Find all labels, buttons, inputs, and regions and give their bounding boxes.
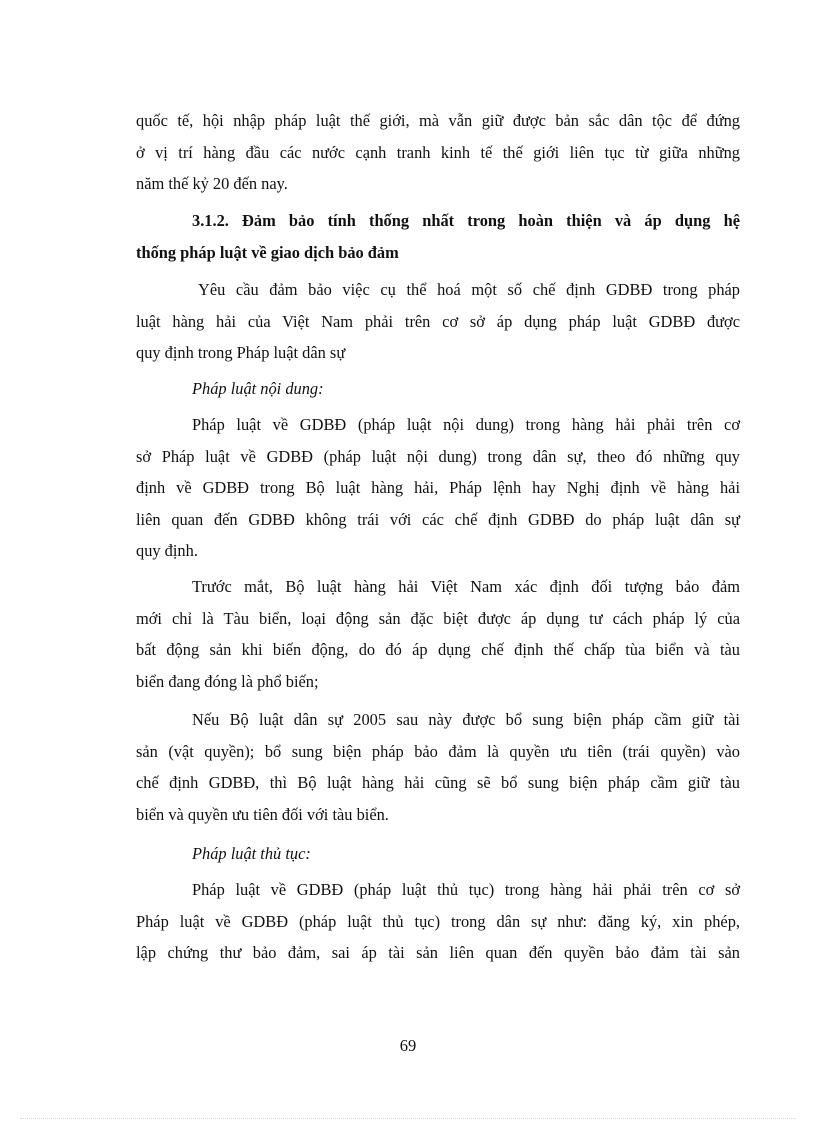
text-line: biển đang đóng là phổ biến;	[136, 671, 319, 691]
text-line: liên quan đến GDBĐ không trái với các chế định GDBĐ do pháp luật dân sự	[136, 509, 740, 529]
paragraph-continuation	[136, 105, 740, 200]
subheading-procedural-law	[136, 838, 740, 870]
text-line: sở Pháp luật về GDBĐ (pháp luật nội dung) trong dân sự, theo đó những quy	[136, 446, 740, 466]
paragraph-requirement	[136, 274, 740, 369]
heading-line: 3.1.2. Đảm bảo tính thống nhất trong hoàn thiện và áp dụng hệ	[192, 211, 740, 230]
paragraph-civil-code	[136, 704, 740, 830]
text-line: Yêu cầu đảm bảo việc cụ thể hoá một số chế định GDBĐ trong pháp	[198, 280, 740, 299]
subheading-substantive-law	[136, 373, 740, 405]
paragraph-maritime-code	[136, 571, 740, 697]
text-line: lập chứng thư bảo đảm, sai áp tài sản liên quan đến quyền bảo đảm tài sản	[136, 943, 740, 962]
heading-line: thống pháp luật về giao dịch bảo đảm	[136, 242, 399, 262]
section-heading	[136, 205, 740, 268]
text-line: sản (vật quyền); bổ sung biện pháp bảo đảm là quyền ưu tiên (trái quyền) vào	[136, 741, 740, 761]
text-line: quốc tế, hội nhập pháp luật thế giới, mà vẫn giữ được bản sắc dân tộc để đứng	[136, 111, 740, 130]
text-line: bất động sản khi biến động, do đó áp dụng chế định thế chấp tùa biển và tàu	[136, 640, 740, 659]
text-line: biển và quyền ưu tiên đối với tàu biển.	[136, 804, 389, 824]
text-line: chế định GDBĐ, thì Bộ luật hàng hải cũng sẽ bổ sung biện pháp cầm giữ tàu	[136, 773, 740, 792]
text-line: Pháp luật về GDBĐ (pháp luật thủ tục) trong hàng hải phải trên cơ sở	[192, 880, 740, 899]
page-bottom-divider	[20, 1118, 796, 1119]
text-line: ở vị trí hàng đầu các nước cạnh tranh kinh tế thế giới liên tục từ giữa những	[136, 142, 740, 162]
text-line: năm thế kỷ 20 đến nay.	[136, 174, 288, 193]
subheading-line: Pháp luật thủ tục:	[192, 844, 311, 863]
paragraph-substantive-law	[136, 409, 740, 567]
subheading-line: Pháp luật nội dung:	[192, 379, 324, 398]
text-line: định về GDBĐ trong Bộ luật hàng hải, Pháp lệnh hay Nghị định về hàng hải	[136, 478, 740, 497]
text-line: Pháp luật về GDBĐ (pháp luật nội dung) trong hàng hải phải trên cơ	[192, 415, 740, 434]
text-line: luật hàng hải của Việt Nam phải trên cơ sở áp dụng pháp luật GDBĐ được	[136, 311, 740, 331]
paragraph-procedural-law	[136, 874, 740, 969]
text-line: mới chỉ là Tàu biển, loại động sản đặc biệt được áp dụng tư cách pháp lý của	[136, 608, 740, 628]
text-line: quy định trong Pháp luật dân sự	[136, 343, 346, 362]
text-line: quy định.	[136, 541, 198, 560]
text-line: Trước mắt, Bộ luật hàng hải Việt Nam xác định đối tượng bảo đảm	[192, 577, 740, 596]
text-line: Nếu Bộ luật dân sự 2005 sau này được bổ sung biện pháp cầm giữ tài	[192, 710, 740, 729]
page-number: 69	[399, 1036, 417, 1055]
text-line: Pháp luật về GDBĐ (pháp luật thủ tục) trong dân sự như: đăng ký, xin phép,	[136, 911, 740, 931]
